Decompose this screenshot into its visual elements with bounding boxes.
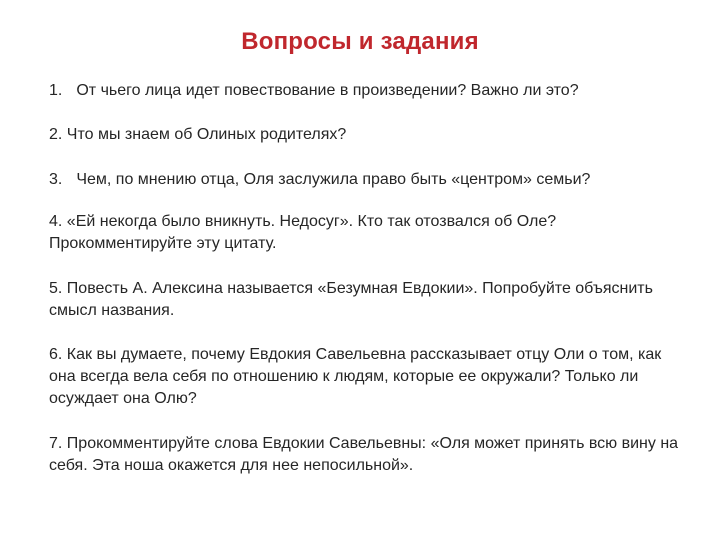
question-text: Повесть А. Алексина называется «Безумная Евдокии». Попробуйте объяснить смысл названия. xyxy=(49,280,653,319)
question-number: 5. xyxy=(49,280,63,297)
question-text: От чьего лица идет повествование в произведении? Важно ли это? xyxy=(76,82,579,99)
question-number: 2. xyxy=(49,126,63,143)
question-5 xyxy=(49,278,679,322)
question-number: 3. xyxy=(49,171,63,188)
question-text: Прокомментируйте слова Евдокии Савельевны: «Оля может принять всю вину на себя. Эта ноша окажется для нее непосильной». xyxy=(49,435,679,474)
question-text: Чем, по мнению отца, Оля заслужила право быть «центром» семьи? xyxy=(76,171,591,188)
question-text: Как вы думаете, почему Евдокия Савельевна рассказывает отцу Оли о том, как она всегда вела себя по отношению к людям, которые ее окружали? Только ли осуждает она Олю? xyxy=(49,346,662,407)
question-number: 1. xyxy=(49,82,63,99)
slide-title: Вопросы и задания xyxy=(241,28,479,55)
question-number: 6. xyxy=(49,346,63,363)
question-text: «Ей некогда было вникнуть. Недосуг». Кто так отозвался об Оле? Прокомментируйте эту цитату. xyxy=(49,213,557,252)
question-number: 4. xyxy=(49,213,63,230)
question-4 xyxy=(49,211,679,255)
question-6 xyxy=(49,344,679,410)
question-3 xyxy=(49,169,679,191)
question-text: Что мы знаем об Олиных родителях? xyxy=(66,126,347,143)
question-1 xyxy=(49,80,679,102)
question-2 xyxy=(49,124,679,146)
question-number: 7. xyxy=(49,435,63,452)
question-7 xyxy=(49,433,679,477)
